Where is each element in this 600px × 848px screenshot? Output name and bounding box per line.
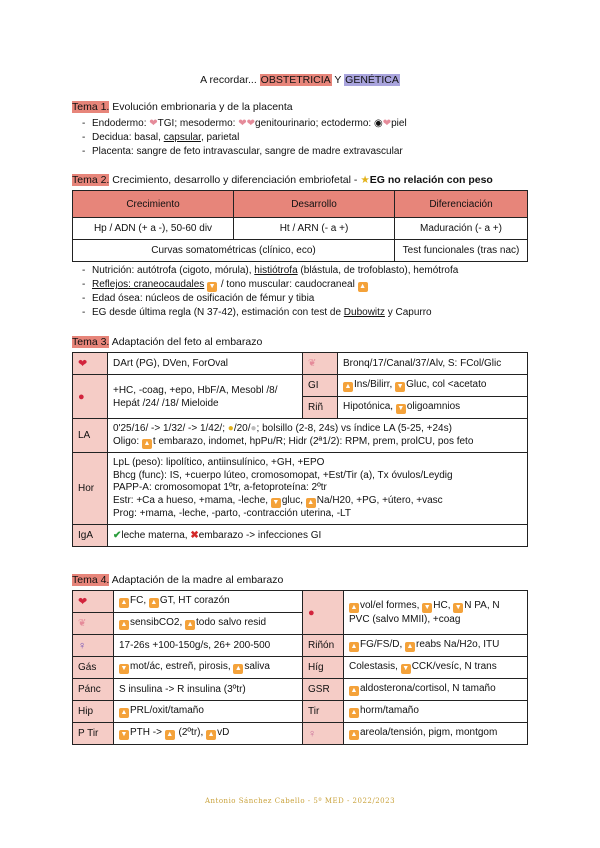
tema3-section — [72, 336, 528, 547]
col-header: Crecimiento — [73, 191, 234, 218]
table-cell: +HC, -coag, +epo, HbF/A, Mesobl /8/ Hepát /24/ /18/ Mieloide — [108, 375, 303, 419]
arrow-up-icon: ▲ — [359, 283, 367, 290]
arrow-up-icon: ▲ — [406, 643, 414, 650]
row-key: Hip — [73, 701, 114, 723]
table-cell: ▲ PRL/oxit/tamaño — [114, 701, 303, 723]
table-cell: S insulina -> R insulina (3ºtr) — [114, 679, 303, 701]
list-item: - Edad ósea: núcleos de osificación de fémur y tibia — [92, 292, 528, 306]
tema4-heading: Tema 4. Adaptación de la madre al embarazo — [72, 574, 284, 586]
arrow-up-icon: ▲ — [120, 621, 128, 628]
tema2-list — [72, 264, 528, 320]
list-item: - Decidua: basal, capsular, parietal — [92, 131, 528, 145]
arrow-up-icon: ▲ — [350, 731, 358, 738]
row-key: Hor — [73, 453, 108, 525]
table-cell: Ht / ARN (- a +) — [234, 218, 395, 240]
pregnant-woman-icon: ♀ — [78, 639, 87, 652]
arrow-up-icon: ▲ — [350, 687, 358, 694]
maternal-adaptation-table — [72, 590, 528, 745]
brain-icon: ❤ — [382, 118, 392, 129]
table-cell: LpL (peso): lipolítico, antiinsulínico, +GH, +EPO Bhcg (func): IS, +cuerpo lúteo, cromosomopat, +Est/Tir (a), Tx óvulos/Leydig PAPP-A: cromosomopat 1ºtr, a-fetoproteína: 2ºtr Estr: +Ca a hueso, +mama, -leche, ▼ gluc, ▲ Na/H20, +PG, +útero, +vasc Prog: +mama, -leche, -parto, -contracción uterina, -LT — [108, 453, 528, 525]
arrow-up-icon: ▲ — [350, 643, 358, 650]
heart-icon: ❤ — [78, 596, 88, 608]
lungs-icon: ❦ — [78, 618, 87, 629]
check-icon: ✔ — [113, 530, 122, 541]
table-cell: Hp / ADN (+ a -), 50-60 div — [73, 218, 234, 240]
table-cell: ▲ FC, ▲ GT, HT corazón — [114, 591, 303, 613]
row-key: Gás — [73, 657, 114, 679]
col-header: Diferenciación — [395, 191, 528, 218]
row-key: Riñón — [303, 635, 344, 657]
row-key: Híg — [303, 657, 344, 679]
table-cell: Maduración (- a +) — [395, 218, 528, 240]
arrow-up-icon: ▲ — [143, 440, 151, 447]
tema1-heading: Tema 1. Evolución embrionaria y de la placenta — [72, 101, 293, 113]
list-item: - Reflejos: craneocaudales ▼ / tono muscular: caudocraneal ▲ — [92, 278, 528, 292]
tema3-heading: Tema 3. Adaptación del feto al embarazo — [72, 336, 263, 348]
table-cell: ▲ vol/el formes, ▼ HC, ▼ N PA, N PVC (salvo MMII), +coag — [344, 591, 528, 635]
arrow-down-icon: ▼ — [397, 405, 405, 412]
list-item: - Nutrición: autótrofa (cigoto, mórula), histiótrofa (blástula, de trofoblasto), hemótrofa — [92, 264, 528, 278]
table-cell: ▲ horm/tamaño — [344, 701, 528, 723]
arrow-down-icon: ▼ — [120, 665, 128, 672]
growth-table — [72, 190, 528, 262]
arrow-up-icon: ▲ — [166, 731, 174, 738]
tema2-section — [72, 174, 528, 320]
sun-icon: ● — [227, 423, 234, 434]
row-key: P Tir — [73, 723, 114, 745]
heart-icon: ❤ — [78, 358, 88, 370]
row-key — [73, 635, 114, 657]
arrow-down-icon: ▼ — [272, 498, 280, 506]
table-cell: Curvas somatométricas (clínico, eco) — [73, 240, 395, 262]
star-icon: ★ — [360, 174, 370, 186]
col-header: Desarrollo — [234, 191, 395, 218]
muscle-icon: ❤ — [238, 118, 247, 129]
tema1-list — [72, 117, 528, 159]
moon-icon: ● — [250, 423, 257, 434]
arrow-down-icon: ▼ — [454, 604, 462, 611]
row-key: GI — [303, 375, 338, 397]
table-cell: ▲ aldosterona/cortisol, N tamaño — [344, 679, 528, 701]
row-key: Tir — [303, 701, 344, 723]
subject-genetica: GENÉTICA — [345, 74, 399, 86]
arrow-up-icon: ▲ — [350, 709, 358, 716]
table-cell: ▲ sensibCO2, ▲ todo salvo resid — [114, 613, 303, 635]
table-cell: ▼ PTH -> ▲ (2ºtr), ▲ vD — [114, 723, 303, 745]
arrow-up-icon: ▲ — [307, 498, 315, 506]
table-cell: ▲ FG/FS/D, ▲ reabs Na/H2o, ITU — [344, 635, 528, 657]
row-key — [303, 591, 344, 635]
arrow-down-icon: ▼ — [423, 604, 431, 611]
blood-drop-icon: ● — [78, 390, 85, 403]
arrow-up-icon: ▲ — [120, 709, 128, 716]
subject-obstetricia: OBSTETRICIA — [260, 74, 331, 86]
arrow-up-icon: ▲ — [344, 383, 352, 390]
arrow-up-icon: ▲ — [186, 621, 194, 628]
table-cell: Test funcionales (tras nac) — [395, 240, 528, 262]
arrow-down-icon: ▼ — [120, 731, 128, 738]
table-cell: Bronq/17/Canal/37/Alv, S: FCol/Glic — [338, 353, 528, 375]
arrow-up-icon: ▲ — [150, 599, 158, 606]
bone-icon: ❤ — [246, 118, 256, 129]
page-title: A recordar... OBSTETRICIA Y GENÉTICA — [200, 74, 399, 86]
row-key — [303, 353, 338, 375]
table-cell: ▲ Ins/Bilirr, ▼ Gluc, col <acetato — [338, 375, 528, 397]
table-cell: ▲ areola/tensión, pigm, montgom — [344, 723, 528, 745]
row-key: LA — [73, 419, 108, 453]
row-key: GSR — [303, 679, 344, 701]
arrow-down-icon: ▼ — [208, 283, 216, 290]
eye-icon: ◉ — [373, 118, 383, 129]
list-item: - Placenta: sangre de feto intravascular, sangre de madre extravascular — [92, 145, 528, 159]
table-cell: 17-26s +100-150g/s, 26+ 200-500 — [114, 635, 303, 657]
breastfeeding-icon: ♀ — [308, 727, 317, 740]
arrow-down-icon: ▼ — [402, 665, 410, 672]
arrow-up-icon: ▲ — [207, 731, 215, 738]
row-key — [73, 353, 108, 375]
row-key — [303, 723, 344, 745]
table-cell: ✔leche materna, ✖embarazo -> infecciones GI — [108, 525, 528, 547]
row-key — [73, 375, 108, 419]
row-key — [73, 591, 114, 613]
row-key: IgA — [73, 525, 108, 547]
arrow-down-icon: ▼ — [396, 383, 404, 390]
row-key: Pánc — [73, 679, 114, 701]
row-key: Riñ — [303, 397, 338, 419]
table-cell: Hipotónica, ▼ oligoamnios — [338, 397, 528, 419]
lungs-icon: ❦ — [308, 358, 317, 369]
table-cell: 0'25/16/ -> 1/32/ -> 1/42/; ●/20/●; bolsillo (2-8, 24s) vs índice LA (5-25, +24s) Oligo: ▲ t embarazo, indomet, hpPu/R; Hidr (2ª1/2): RPM, prem, prolCU, pos feto — [108, 419, 528, 453]
tema4-section — [72, 574, 528, 745]
arrow-up-icon: ▲ — [350, 604, 358, 611]
table-cell: Colestasis, ▼ CCK/vesíc, N trans — [344, 657, 528, 679]
list-item: - Endodermo: ❤TGI; mesodermo: ❤❤genitourinario; ectodermo: ◉❤piel — [92, 117, 528, 131]
author-footer: Antonio Sánchez Cabello - 5º MED - 2022/2023 — [204, 797, 396, 805]
row-key — [73, 613, 114, 635]
fetal-adaptation-table — [72, 352, 528, 547]
blood-drop-icon: ● — [308, 606, 315, 619]
table-cell: ▼ mot/ác, estreñ, pirosis, ▲ saliva — [114, 657, 303, 679]
tema2-heading: Tema 2. Crecimiento, desarrollo y diferenciación embriofetal - ★EG no relación con peso — [72, 174, 493, 186]
arrow-up-icon: ▲ — [234, 665, 242, 672]
tema1-section — [72, 101, 528, 159]
brain-icon: ❤ — [149, 118, 158, 129]
arrow-up-icon: ▲ — [120, 599, 128, 606]
list-item: - EG desde última regla (N 37-42), estimación con test de Dubowitz y Capurro — [92, 306, 528, 320]
table-cell: DArt (PG), DVen, ForOval — [108, 353, 303, 375]
cross-icon: ✖ — [190, 530, 199, 541]
